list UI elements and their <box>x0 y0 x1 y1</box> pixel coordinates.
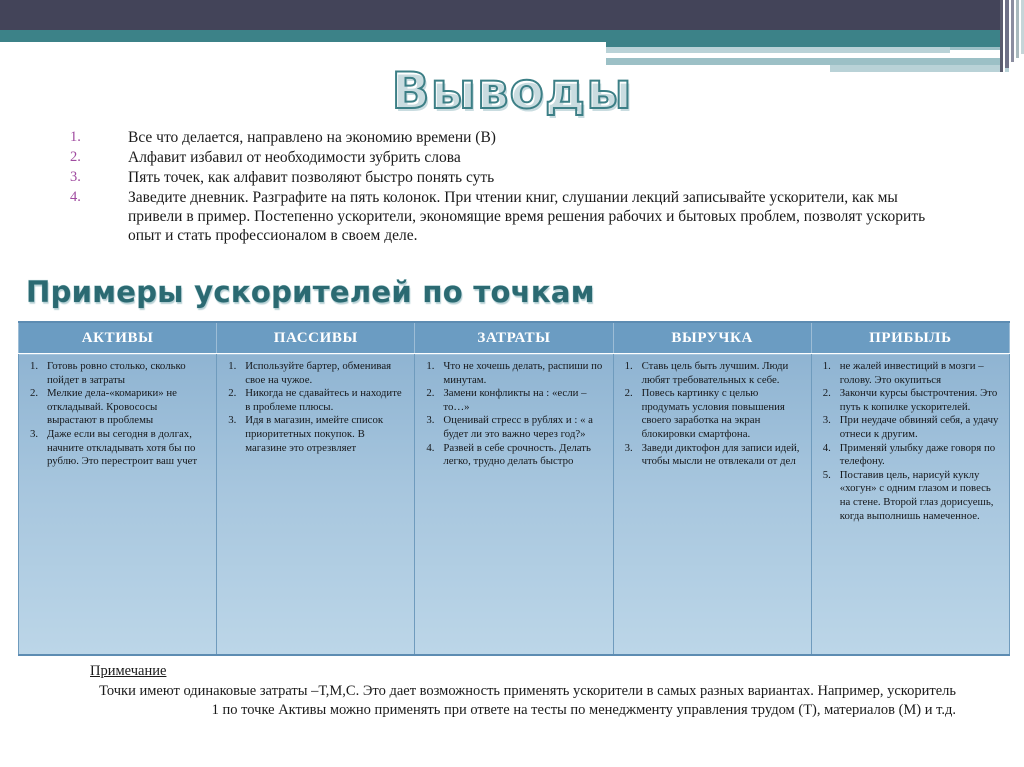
cell-item-number: 1. <box>228 360 237 372</box>
cell-item-number: 1. <box>624 360 633 372</box>
cell-item-text: Ставь цель быть лучшим. Люди любят требовательных к себе. <box>641 360 789 386</box>
cell-list-item <box>816 414 1005 441</box>
table-cell-aktivy <box>19 354 217 656</box>
table-cell-vyruchka <box>613 354 811 656</box>
cell-item-number: 5. <box>822 468 831 481</box>
cell-list-item <box>23 428 212 469</box>
cell-item-text: Закончи курсы быстрочтения. Это путь к копилке ускорителей. <box>839 387 998 413</box>
table-header-zatraty: ЗАТРАТЫ <box>415 322 613 354</box>
banner-dark-band <box>0 0 1010 30</box>
cell-list-item <box>618 442 807 469</box>
cell-item-number: 2. <box>426 387 435 400</box>
cell-item-text: не жалей инвестиций в мозги – голову. Это окупиться <box>839 360 984 386</box>
cell-item-number: 3. <box>822 414 831 427</box>
cell-item-number: 1. <box>822 360 831 372</box>
cell-item-text: Готовь ровно столько, сколько пойдет в затраты <box>47 360 186 386</box>
table-header-vyruchka: ВЫРУЧКА <box>613 322 811 354</box>
table-cell-zatraty <box>415 354 613 656</box>
cell-item-text: Оценивай стресс в рублях и : « а будет ли это важно через год?» <box>443 414 593 440</box>
page-title: Выводы <box>391 62 633 120</box>
cell-item-text: Даже если вы сегодня в долгах, начните откладывать хотя бы по рублю. Это перестроит ваш учет <box>47 427 198 468</box>
list-item-text: Алфавит избавил от необходимости зубрить слова <box>128 149 461 166</box>
cell-item-number: 3. <box>228 414 237 427</box>
cell-list-item <box>221 360 410 387</box>
cell-list-item <box>816 360 1005 387</box>
list-item-text: Заведите дневник. Разграфите на пять колонок. При чтении книг, слушании лекций записывайте ускорители, как мы привели в пример. Постепенно ускорители, экономящие время решения рабочих и бытовых проблем, позволят ускорить опыт и стать профессионалом в своем деле. <box>128 189 926 244</box>
table-cell-pribyl <box>811 354 1009 656</box>
cell-item-number: 2. <box>30 387 39 400</box>
list-item <box>70 188 930 245</box>
table-row <box>19 354 1010 656</box>
cell-item-text: Что не хочешь делать, распиши по минутам. <box>443 360 603 386</box>
cell-list-item <box>23 387 212 428</box>
cell-list-item <box>419 387 608 414</box>
list-item-number: 4. <box>70 189 81 205</box>
cell-item-text: Развей в себе срочность. Делать легко, трудно делать быстро <box>443 441 591 468</box>
list-item-text: Пять точек, как алфавит позволяют быстро понять суть <box>128 169 495 186</box>
cell-list-item <box>816 442 1005 469</box>
table-cell-passivy <box>217 354 415 656</box>
cell-item-text: Поставив цель, нарисуй куклу «хогун» с одним глазом и повесь на стене. Второй глаз дорисуешь, когда выполнишь намеченное. <box>839 468 994 522</box>
cell-item-number: 3. <box>426 414 435 427</box>
conclusions-list <box>70 128 930 246</box>
accelerators-table <box>18 321 1010 656</box>
cell-list-item <box>221 387 410 414</box>
banner-teal-extension <box>606 30 1010 47</box>
cell-item-number: 4. <box>822 441 831 454</box>
note-body: Точки имеют одинаковые затраты –Т,М,С. Это дает возможность применять ускорители в самых разных вариантах. Например, ускоритель 1 по точке Активы можно применять при ответе на тесты по менеджменту управления трудом (Т), материалов (М) и т.д. <box>99 683 956 718</box>
cell-item-number: 2. <box>228 387 237 400</box>
cell-item-text: Используйте бартер, обменивая свое на чужое. <box>245 360 392 386</box>
cell-item-number: 2. <box>822 387 831 400</box>
cell-item-number: 4. <box>426 441 435 454</box>
cell-list-item <box>23 360 212 387</box>
cell-item-text: Идя в магазин, имейте список приоритетных покупок. В магазине это отрезвляет <box>245 414 384 454</box>
cell-item-text: Применяй улыбку даже говоря по телефону. <box>839 441 996 468</box>
table-header-aktivy: АКТИВЫ <box>19 322 217 354</box>
cell-list-item <box>419 360 608 387</box>
cell-item-number: 3. <box>624 441 633 454</box>
cell-item-text: Заведи диктофон для записи идей, чтобы мысли не отвлекали от дел <box>641 441 800 468</box>
cell-item-text: Повесь картинку с целью продумать условия повышения своего заработка на экран блокировки смартфона. <box>641 387 785 440</box>
cell-list-item <box>419 442 608 469</box>
section-subtitle: Примеры ускорителей по точкам <box>26 275 595 309</box>
note-heading: Примечание <box>90 663 167 679</box>
list-item-number: 2. <box>70 149 81 165</box>
cell-item-text: При неудаче обвиняй себя, а удачу отнеси к другим. <box>839 414 999 440</box>
list-item <box>70 168 930 187</box>
cell-item-number: 1. <box>426 360 435 372</box>
cell-item-text: Никогда не сдавайтесь и находите в проблеме плюсы. <box>245 387 402 413</box>
cell-list-item <box>419 414 608 441</box>
banner-white-notch <box>0 42 52 50</box>
cell-item-text: Замени конфликты на : «если – то…» <box>443 387 587 413</box>
table-header-row <box>19 322 1010 354</box>
cell-item-number: 2. <box>624 387 633 400</box>
cell-list-item <box>618 387 807 441</box>
cell-list-item <box>816 469 1005 523</box>
list-item <box>70 128 930 147</box>
cell-item-number: 3. <box>30 427 39 440</box>
list-item-number: 1. <box>70 129 81 145</box>
list-item-text: Все что делается, направлено на экономию времени (В) <box>128 129 496 146</box>
table-header-pribyl: ПРИБЫЛЬ <box>811 322 1009 354</box>
table-header-passivy: ПАССИВЫ <box>217 322 415 354</box>
cell-list-item <box>618 360 807 387</box>
cell-list-item <box>816 387 1005 414</box>
cell-item-text: Мелкие дела-«комарики» не откладывай. Кровососы вырастают в проблемы <box>47 387 177 427</box>
cell-item-number: 1. <box>30 360 39 372</box>
list-item-number: 3. <box>70 169 81 185</box>
cell-list-item <box>221 414 410 455</box>
list-item <box>70 148 930 167</box>
